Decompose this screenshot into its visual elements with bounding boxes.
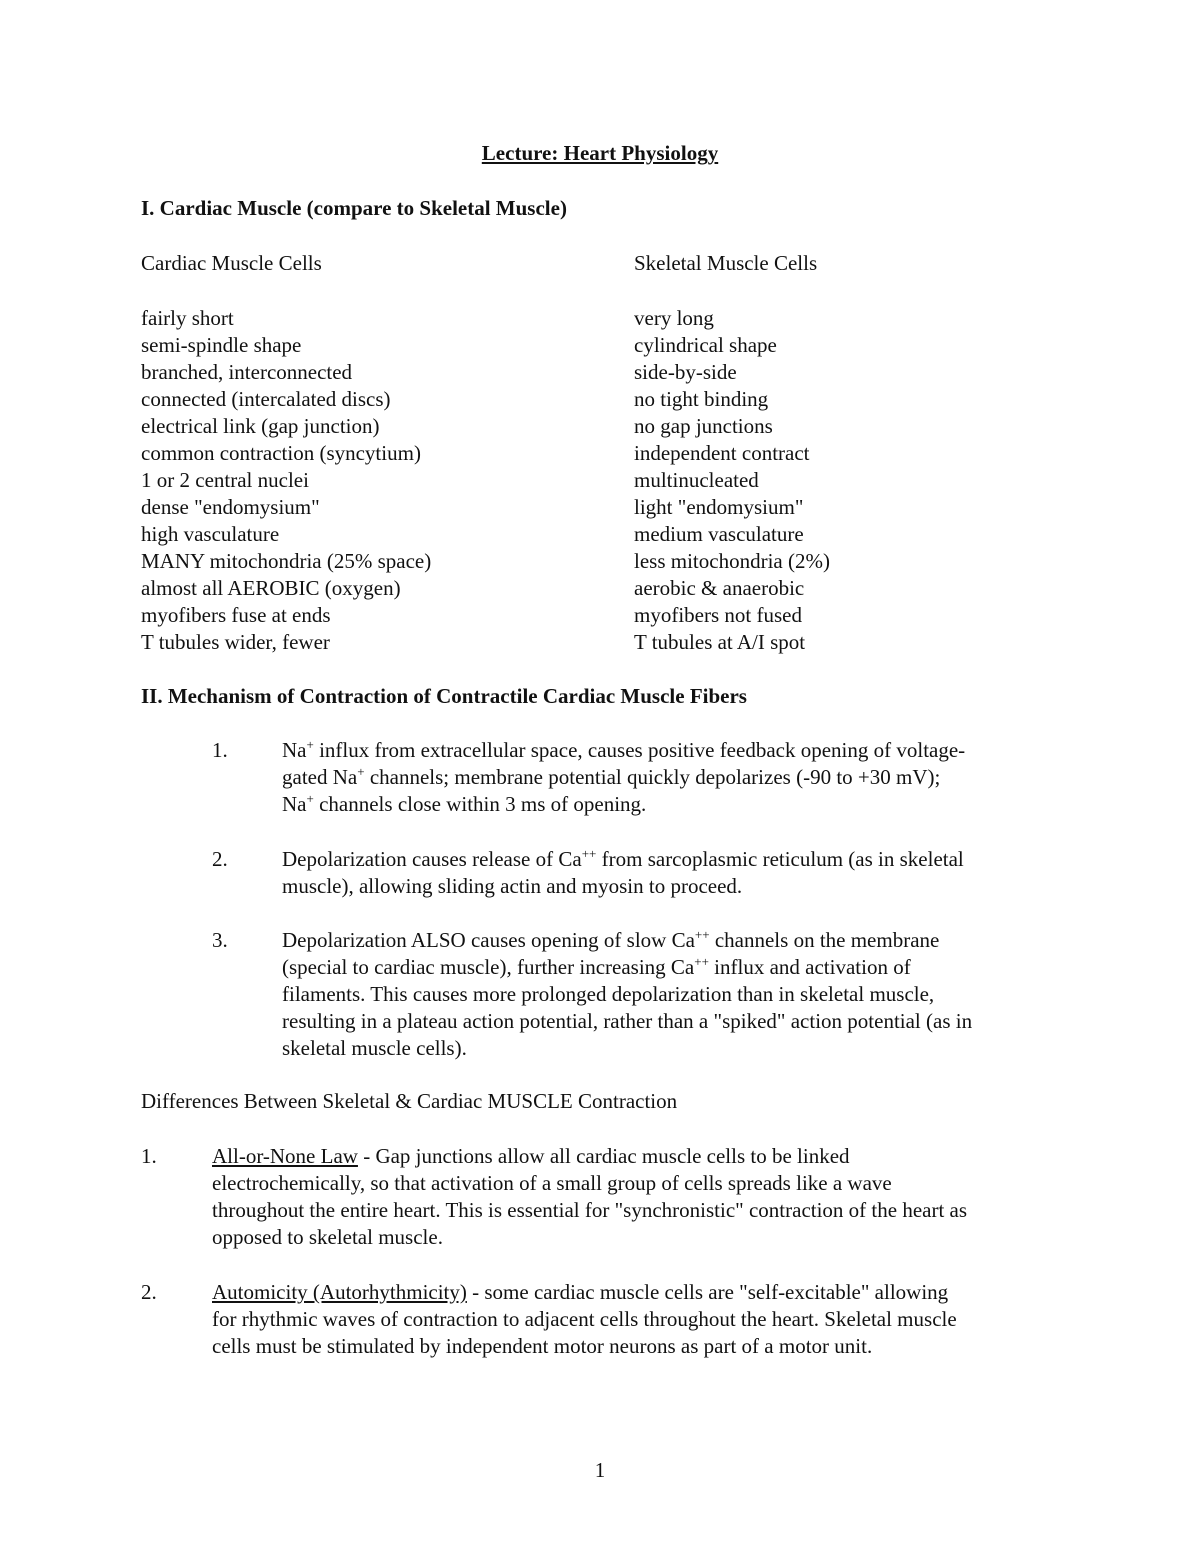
page-number: 1 (594, 1458, 606, 1482)
text: influx from extracellular space, causes positive feedback opening of voltage- (313, 738, 966, 762)
skeletal-trait: no tight binding (634, 387, 769, 411)
skeletal-trait: cylindrical shape (634, 333, 777, 357)
column-header: Cardiac Muscle Cells (141, 251, 322, 275)
mechanism-item (282, 737, 965, 818)
superscript: ++ (694, 954, 709, 969)
mechanism-item (282, 927, 972, 1062)
text-line (212, 1279, 957, 1306)
skeletal-trait: T tubules at A/I spot (634, 630, 806, 654)
skeletal-trait: multinucleated (634, 468, 759, 492)
text-line (282, 981, 972, 1008)
cardiac-muscle-list (141, 305, 431, 656)
text-line: opposed to skeletal muscle. (212, 1225, 443, 1249)
text-line (282, 791, 965, 818)
text: filaments. This causes more prolonged depolarization than in skeletal muscle, (282, 982, 935, 1006)
underlined-term: Automicity (Autorhythmicity) (212, 1280, 467, 1304)
skeletal-trait: very long (634, 306, 714, 330)
superscript: + (306, 791, 314, 806)
text-line: electrochemically, so that activation of a small group of cells spreads like a wave (212, 1171, 892, 1195)
text-line: throughout the entire heart. This is essential for "synchronistic" contraction of the heart as (212, 1198, 968, 1222)
text: from sarcoplasmic reticulum (as in skeletal (596, 847, 964, 871)
skeletal-trait: side-by-side (634, 360, 737, 384)
text: (special to cardiac muscle), further increasing Ca (282, 955, 695, 979)
skeletal-trait: light "endomysium" (634, 495, 804, 519)
text-line (282, 737, 965, 764)
cardiac-trait: myofibers fuse at ends (141, 603, 331, 627)
text: skeletal muscle cells). (282, 1036, 467, 1060)
list-number: 3. (212, 928, 228, 952)
section-1-heading: I. Cardiac Muscle (compare to Skeletal Muscle) (141, 196, 567, 220)
text-line (282, 846, 964, 873)
text: gated Na (282, 765, 358, 789)
page-title: Lecture: Heart Physiology (481, 141, 719, 165)
superscript: ++ (694, 927, 710, 942)
difference-item (212, 1143, 967, 1251)
list-number: 2. (212, 847, 228, 871)
list-number: 2. (141, 1280, 157, 1304)
text: channels close within 3 ms of opening. (313, 792, 647, 816)
mechanism-item (282, 846, 964, 900)
cardiac-trait: fairly short (141, 306, 234, 330)
list-number: 1. (212, 738, 228, 762)
skeletal-trait: less mitochondria (2%) (634, 549, 830, 573)
difference-item (212, 1279, 957, 1360)
text-line: cells must be stimulated by independent motor neurons as part of a motor unit. (212, 1334, 873, 1358)
text-line (282, 927, 972, 954)
text-line: for rhythmic waves of contraction to adjacent cells throughout the heart. Skeletal muscle (212, 1307, 957, 1331)
skeletal-column-header (634, 250, 817, 277)
text-line (282, 873, 964, 900)
text: Na (282, 792, 307, 816)
cardiac-trait: electrical link (gap junction) (141, 414, 380, 438)
cardiac-trait: almost all AEROBIC (oxygen) (141, 576, 401, 600)
cardiac-trait: semi-spindle shape (141, 333, 302, 357)
text: Na (282, 738, 307, 762)
text-line (212, 1143, 967, 1170)
cardiac-column-header (141, 250, 322, 277)
text: - some cardiac muscle cells are "self-excitable" allowing (466, 1280, 949, 1304)
skeletal-trait: myofibers not fused (634, 603, 802, 627)
differences-heading: Differences Between Skeletal & Cardiac MUSCLE Contraction (141, 1089, 678, 1113)
text: channels on the membrane (709, 928, 940, 952)
cardiac-trait: high vasculature (141, 522, 280, 546)
skeletal-trait: medium vasculature (634, 522, 804, 546)
cardiac-trait: MANY mitochondria (25% space) (141, 549, 432, 573)
cardiac-trait: 1 or 2 central nuclei (141, 468, 309, 492)
cardiac-trait: common contraction (syncytium) (141, 441, 421, 465)
superscript: + (357, 764, 365, 779)
text-line (282, 764, 965, 791)
skeletal-trait: no gap junctions (634, 414, 773, 438)
text-line (282, 1008, 972, 1035)
cardiac-trait: branched, interconnected (141, 360, 353, 384)
superscript: ++ (581, 846, 597, 861)
text: Depolarization ALSO causes opening of slow Ca (282, 928, 695, 952)
text-line (282, 954, 972, 981)
text: - Gap junctions allow all cardiac muscle cells to be linked (357, 1144, 850, 1168)
cardiac-trait: T tubules wider, fewer (141, 630, 330, 654)
superscript: + (306, 737, 314, 752)
text-line (282, 1035, 972, 1062)
list-number: 1. (141, 1144, 157, 1168)
cardiac-trait: connected (intercalated discs) (141, 387, 391, 411)
column-header: Skeletal Muscle Cells (634, 251, 818, 275)
text: influx and activation of (708, 955, 911, 979)
text: muscle), allowing sliding actin and myosin to proceed. (282, 874, 743, 898)
section-2-heading: II. Mechanism of Contraction of Contractile Cardiac Muscle Fibers (141, 684, 747, 708)
text: resulting in a plateau action potential, rather than a "spiked" action potential (as in (282, 1009, 973, 1033)
skeletal-muscle-list (634, 305, 830, 656)
text: channels; membrane potential quickly depolarizes (-90 to +30 mV); (364, 765, 941, 789)
underlined-term: All-or-None Law (212, 1144, 358, 1168)
skeletal-trait: independent contract (634, 441, 810, 465)
cardiac-trait: dense "endomysium" (141, 495, 320, 519)
text: Depolarization causes release of Ca (282, 847, 582, 871)
skeletal-trait: aerobic & anaerobic (634, 576, 805, 600)
